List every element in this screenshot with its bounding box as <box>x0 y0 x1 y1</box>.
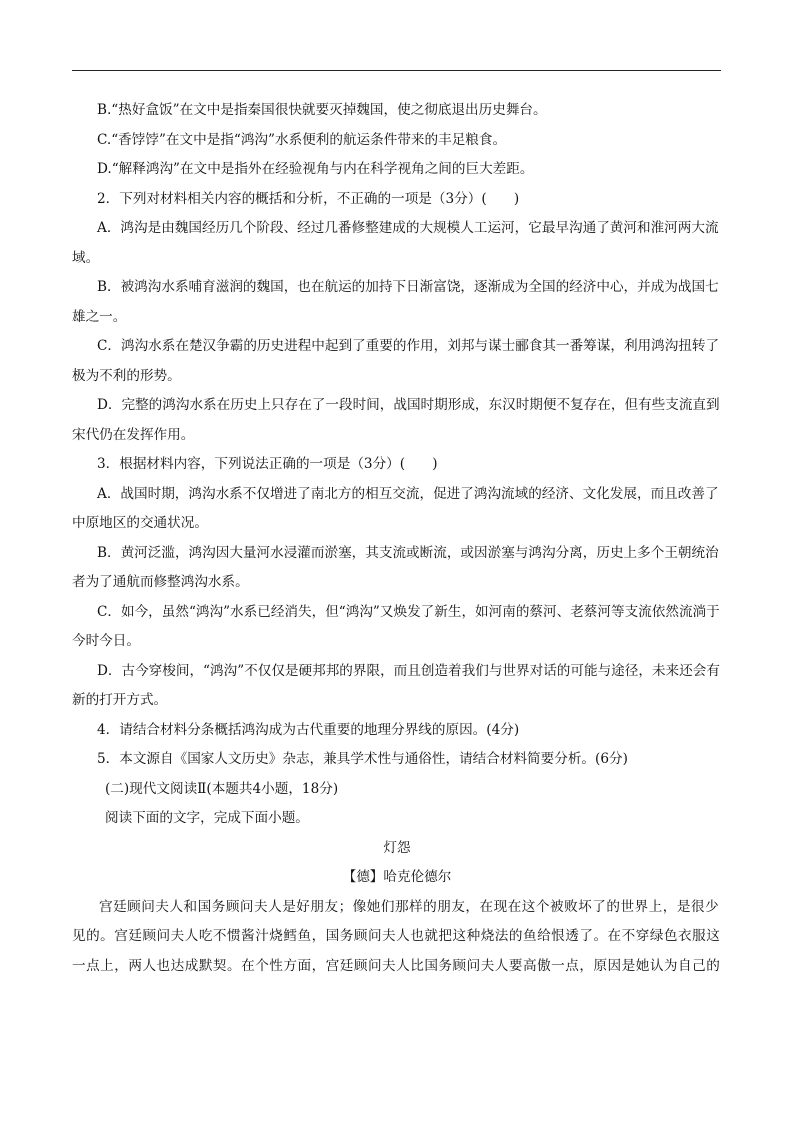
reading-instruction: 阅读下面的文字，完成下面小题。 <box>105 810 309 826</box>
option-1b: B.“热好盒饭”在文中是指秦国很快就要灭掉魏国，使之彻底退出历史舞台。 <box>97 102 547 118</box>
question-5: 5．本文源自《国家人文历史》杂志，兼具学术性与通俗性，请结合材料简要分析。(6分) <box>97 751 628 767</box>
option-2c: C．鸿沟水系在楚汉争霸的历史进程中起到了重要的作用，刘邦与谋士郦食其一番筹谋，利用鸿沟扭转了极为不利的形势。 <box>72 338 720 384</box>
section-heading: (二)现代文阅读Ⅱ(本题共4小题，18分) <box>105 780 339 797</box>
document-page <box>72 96 722 981</box>
story-author: 【德】哈克伦德尔 <box>342 869 452 885</box>
header-rule <box>72 70 721 71</box>
story-paragraph: 宫廷顾问夫人和国务顾问夫人是好朋友；像她们那样的朋友，在现在这个被败坏了的世界上，是很少见的。宫廷顾问夫人吃不惯酱汁烧鳕鱼，国务顾问夫人也就把这种烧法的鱼给恨透了。在不穿绿色衣服这一点上，两人也达成默契。在个性方面，宫廷顾问夫人比国务顾问夫人要高傲一点，原因是她认为自己的 <box>72 898 721 974</box>
question-3: 3．根据材料内容，下列说法正确的一项是（3分）( ) <box>97 456 438 472</box>
option-1c: C.“香饽饽”在文中是指“鸿沟”水系便利的航运条件带来的丰足粮食。 <box>97 131 507 148</box>
option-3d: D．古今穿梭间，“鸿沟”不仅仅是硬邦邦的界限，而且创造着我们与世界对话的可能与途径，未来还会有新的打开方式。 <box>72 662 720 708</box>
option-2b: B．被鸿沟水系哺育滋润的魏国，也在航运的加持下日渐富饶，逐渐成为全国的经济中心，并成为战国七雄之一。 <box>72 279 719 325</box>
question-2: 2．下列对材料相关内容的概括和分析，不正确的一项是（3分）( ) <box>97 190 520 207</box>
option-2a: A．鸿沟是由魏国经历几个阶段、经过几番修整建成的大规模人工运河，它最早沟通了黄河和淮河两大流域。 <box>72 220 719 266</box>
question-4: 4．请结合材料分条概括鸿沟成为古代重要的地理分界线的原因。(4分) <box>97 721 520 738</box>
story-title: 灯怨 <box>383 839 411 856</box>
option-3b: B．黄河泛滥，鸿沟因大量河水浸灌而淤塞，其支流或断流，或因淤塞与鸿沟分离，历史上多个王朝统治者为了通航而修整鸿沟水系。 <box>72 544 719 590</box>
option-3a: A．战国时期，鸿沟水系不仅增进了南北方的相互交流，促进了鸿沟流域的经济、文化发展，而且改善了中原地区的交通状况。 <box>72 485 719 531</box>
option-3c: C．如今，虽然“鸿沟”水系已经消失，但“鸿沟”又焕发了新生，如河南的蔡河、老蔡河等支流依然流淌于今时今日。 <box>72 603 720 649</box>
option-2d: D．完整的鸿沟水系在历史上只存在了一段时间，战国时期形成，东汉时期便不复存在，但有些支流直到宋代仍在发挥作用。 <box>72 397 720 443</box>
option-1d: D.“解释鸿沟”在文中是指外在经验视角与内在科学视角之间的巨大差距。 <box>97 161 534 177</box>
